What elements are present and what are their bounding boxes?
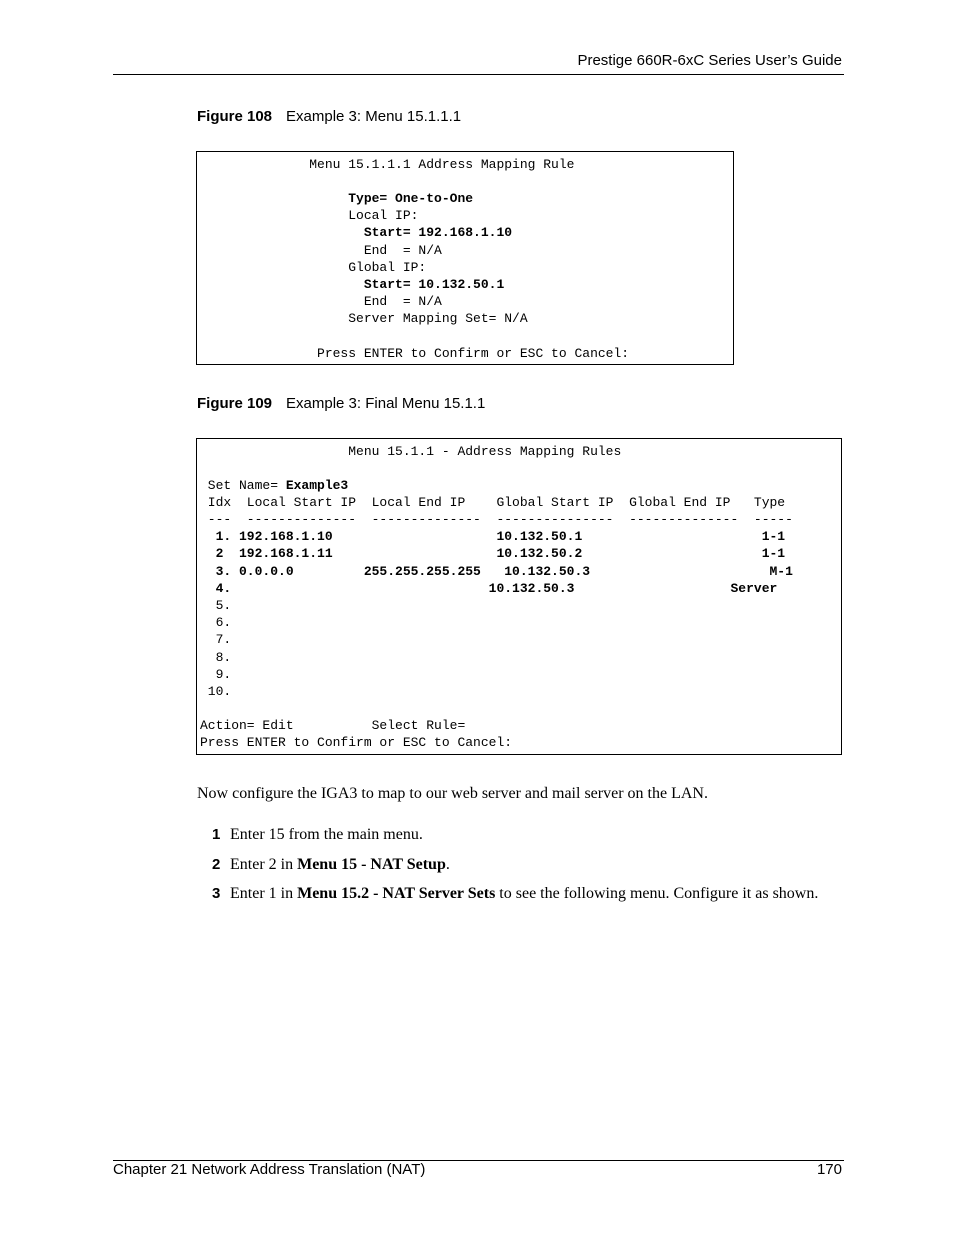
running-header: Prestige 660R-6xC Series User’s Guide bbox=[577, 52, 842, 69]
step-text: Enter 2 in Menu 15 - NAT Setup. bbox=[230, 856, 450, 873]
figure-108-screen bbox=[196, 151, 734, 365]
table-row: 3. 0.0.0.0 255.255.255.255 10.132.50.3 M-1 bbox=[200, 564, 793, 579]
figure-109-label: Figure 109 bbox=[197, 395, 273, 412]
step-number: 1 bbox=[212, 826, 221, 843]
fig108-global-start-line: Start= 10.132.50.1 bbox=[200, 277, 505, 292]
table-row: 6. bbox=[200, 615, 232, 630]
step-number: 3 bbox=[212, 885, 221, 902]
fig108-title-line: Menu 15.1.1.1 Address Mapping Rule bbox=[200, 157, 575, 172]
table-row: 10. bbox=[200, 684, 232, 699]
step-number: 2 bbox=[212, 856, 221, 873]
fig108-local-ip-line: Local IP: bbox=[200, 208, 419, 223]
set-name-value: Example3 bbox=[285, 478, 349, 493]
intro-paragraph: Now configure the IGA3 to map to our web server and mail server on the LAN. bbox=[197, 785, 708, 802]
footer-chapter: Chapter 21 Network Address Translation (NAT) bbox=[113, 1161, 426, 1178]
step-text: Enter 15 from the main menu. bbox=[230, 826, 423, 843]
fig109-column-rule: --- -------------- -------------- --------------- -------------- ----- bbox=[200, 512, 793, 527]
table-row: 2 192.168.1.11 10.132.50.2 1-1 bbox=[200, 546, 786, 561]
table-row: 9. bbox=[200, 667, 232, 682]
header-divider bbox=[113, 74, 844, 75]
figure-108-caption-text: Example 3: Menu 15.1.1.1 bbox=[286, 108, 462, 125]
fig108-global-ip-line: Global IP: bbox=[200, 260, 427, 275]
table-row: 5. bbox=[200, 598, 232, 613]
table-row: 7. bbox=[200, 632, 232, 647]
figure-108-label: Figure 108 bbox=[197, 108, 273, 125]
fig109-set-name-line bbox=[200, 477, 348, 494]
figure-109-screen bbox=[196, 438, 842, 755]
fig108-local-end-line: End = N/A bbox=[200, 243, 442, 258]
fig108-local-start-line: Start= 192.168.1.10 bbox=[200, 225, 513, 240]
step-text: Enter 1 in Menu 15.2 - NAT Server Sets to see the following menu. Configure it as shown. bbox=[230, 885, 819, 902]
fig108-prompt-line: Press ENTER to Confirm or ESC to Cancel: bbox=[200, 346, 630, 361]
table-row: 8. bbox=[200, 650, 232, 665]
fig109-title-line: Menu 15.1.1 - Address Mapping Rules bbox=[200, 444, 622, 459]
fig108-type-line: Type= One-to-One bbox=[200, 191, 474, 206]
figure-109-caption bbox=[197, 395, 485, 412]
set-name-label: Set Name= bbox=[200, 478, 286, 493]
table-row: 4. 10.132.50.3 Server bbox=[200, 581, 778, 596]
fig108-server-set-line: Server Mapping Set= N/A bbox=[200, 311, 528, 326]
fig108-global-end-line: End = N/A bbox=[200, 294, 442, 309]
fig109-column-header: Idx Local Start IP Local End IP Global Start IP Global End IP Type bbox=[200, 495, 786, 510]
fig109-prompt-line: Press ENTER to Confirm or ESC to Cancel: bbox=[200, 735, 513, 750]
figure-109-caption-text: Example 3: Final Menu 15.1.1 bbox=[286, 395, 486, 412]
figure-108-caption bbox=[197, 108, 461, 125]
fig109-action-line: Action= Edit Select Rule= bbox=[200, 718, 466, 733]
table-row: 1. 192.168.1.10 10.132.50.1 1-1 bbox=[200, 529, 786, 544]
page-number: 170 bbox=[816, 1161, 842, 1178]
